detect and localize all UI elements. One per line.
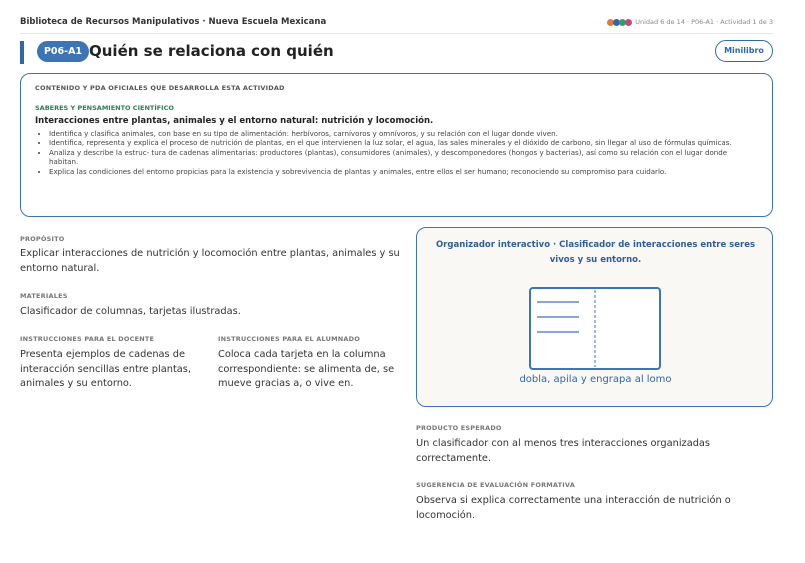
unit-meta — [608, 18, 773, 26]
campo-formativo: SABERES Y PENSAMIENTO CIENTÍFICO — [35, 104, 174, 112]
organizer-title: Organizador interactivo · Clasificador de interacciones entre seres vivos y su entorno. — [435, 240, 756, 265]
proposito-label: PROPÓSITO — [20, 235, 65, 243]
progress-dots — [608, 19, 632, 26]
alumnado-text: Coloca cada tarjeta en la columna correspondiente: se alimenta de, se mueve gracias a, o vive en. — [218, 349, 395, 389]
library-title: Biblioteca de Recursos Manipulativos · Nueva Escuela Mexicana — [20, 17, 327, 27]
pda-list — [35, 129, 758, 176]
producto-label: PRODUCTO ESPERADO — [416, 424, 502, 432]
contenido-panel — [20, 73, 773, 217]
proposito-text: Explicar interacciones de nutrición y locomoción entre plantas, animales y su entorno natural. — [20, 248, 400, 274]
pda-item: • Identifica, representa y explica el proceso de nutrición de plantas, en el que intervienen la luz solar, el agua, las sales minerales y el dióxido de carbono, sin llegar al uso de fórmulas químicas. — [49, 138, 758, 147]
producto-text: Un clasificador con al menos tres interacciones organizadas correctamente. — [416, 438, 711, 464]
title-accent-bar — [20, 41, 24, 64]
fold-instruction: dobla, apila y engrapa al lomo — [519, 374, 672, 385]
activity-code-badge: P06-A1 — [37, 41, 89, 62]
alumnado-label: INSTRUCCIONES PARA EL ALUMNADO — [218, 335, 360, 343]
progress-dot — [625, 19, 632, 26]
pda-item: • Analiza y describe la estruc- tura de cadenas alimentarias: productores (plantas), consumidores (animales), y descomponedores (hongos y bacterias), así como su relación con el lugar donde habitan. — [49, 148, 758, 167]
page-title: Quién se relaciona con quién — [89, 42, 334, 60]
evaluacion-text: Observa si explica correctamente una interacción de nutrición o locomoción. — [416, 495, 731, 521]
minibook-diagram — [529, 287, 661, 370]
unit-meta-text: Unidad 6 de 14 · P06-A1 · Actividad 1 de 3 — [635, 18, 773, 26]
contenido-tema: Interacciones entre plantas, animales y el entorno natural: nutrición y locomoción. — [35, 116, 434, 126]
evaluacion-label: SUGERENCIA DE EVALUACIÓN FORMATIVA — [416, 481, 575, 489]
pda-item: • Identifica y clasifica animales, con base en su tipo de alimentación: herbívoros, carnívoros y omnívoros, y su relación con el lugar donde viven. — [49, 129, 758, 138]
top-bar — [20, 16, 773, 34]
contenido-label: CONTENIDO Y PDA OFICIALES QUE DESARROLLA ESTA ACTIVIDAD — [35, 84, 285, 92]
minilibro-button[interactable]: Minilibro — [715, 40, 773, 62]
docente-text: Presenta ejemplos de cadenas de interacción sencillas entre plantas, animales y su entorno. — [20, 349, 192, 389]
materiales-text: Clasificador de columnas, tarjetas ilustradas. — [20, 306, 241, 317]
docente-label: INSTRUCCIONES PARA EL DOCENTE — [20, 335, 155, 343]
materiales-label: MATERIALES — [20, 292, 68, 300]
interactive-organizer-panel — [416, 227, 773, 407]
pda-item: • Explica las condiciones del entorno propicias para la existencia y sobrevivencia de plantas y animales, entre ellos el ser humano; reconociendo su compromiso para cuidarlo. — [49, 167, 758, 176]
